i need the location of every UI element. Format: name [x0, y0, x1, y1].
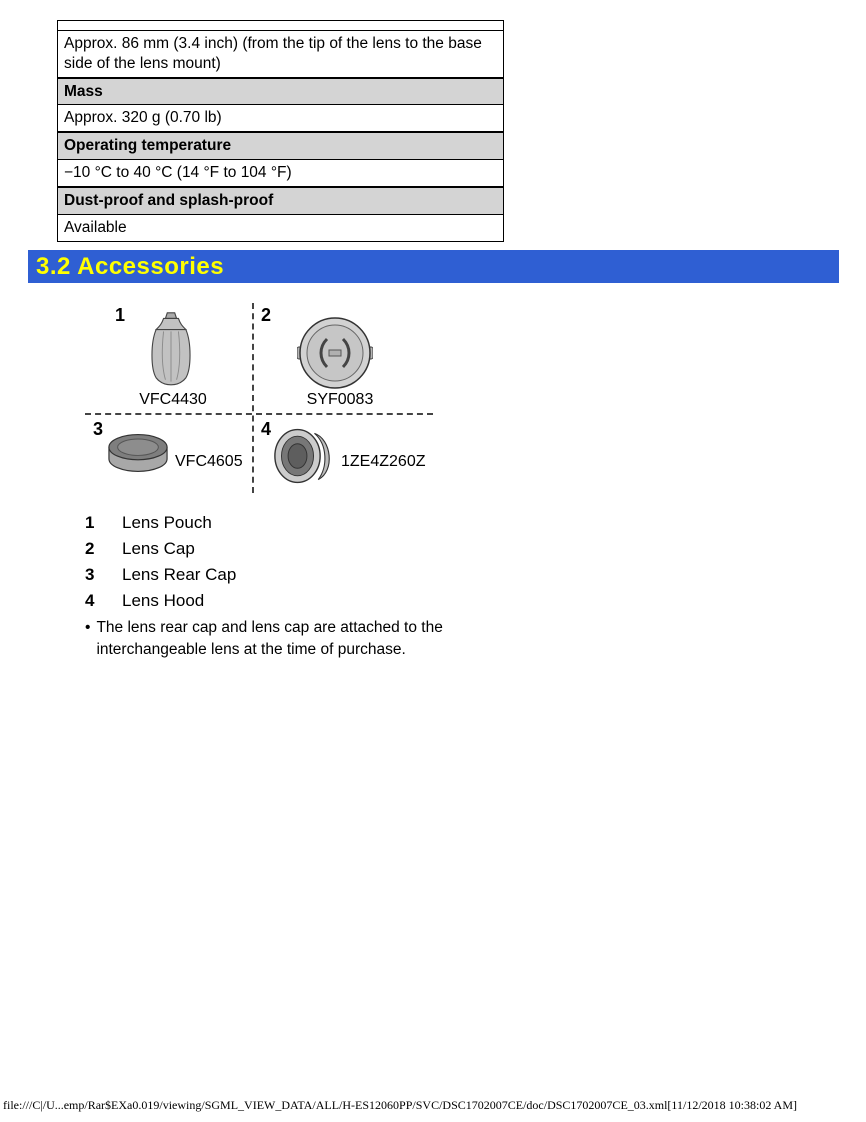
spec-header-cell: Mass: [58, 78, 504, 105]
file-path-footer: file:///C|/U...emp/Rar$EXa0.019/viewing/SGML_VIEW_DATA/ALL/H-ES12060PP/SVC/DSC1702007CE/doc/DSC1702007CE_03.xml[11/12/2018 10:38:02 AM]: [3, 1098, 797, 1112]
figure-item-number: 3: [93, 419, 104, 439]
spec-table: [57, 20, 504, 242]
clipped-table-row: [58, 21, 504, 31]
list-item-number: 2: [85, 539, 95, 558]
list-item: [85, 588, 236, 614]
list-item-name: Lens Pouch: [122, 513, 212, 532]
dashed-vertical-divider: [252, 303, 254, 493]
spec-value-cell: Available: [58, 214, 504, 241]
bullet: •: [85, 619, 91, 636]
spec-header-row-dustproof: [58, 187, 504, 214]
accessories-list: [85, 510, 236, 614]
spec-header-row-operating-temperature: [58, 132, 504, 159]
part-number-label: 1ZE4Z260Z: [341, 453, 426, 470]
spec-value-cell: Approx. 320 g (0.70 lb): [58, 105, 504, 132]
lens-hood-icon: [273, 425, 339, 492]
spec-value-cell: Approx. 86 mm (3.4 inch) (from the tip of the lens to the base side of the lens mount): [58, 31, 504, 78]
list-item-number: 3: [85, 565, 95, 584]
spec-value-cell: −10 °C to 40 °C (14 °F to 104 °F): [58, 160, 504, 187]
spec-header-row-mass: [58, 78, 504, 105]
part-number-label: VFC4430: [139, 391, 207, 408]
figure-item-number: 4: [261, 419, 272, 439]
figure-item-number: 1: [115, 305, 126, 325]
list-item-number: 4: [85, 591, 95, 610]
spec-value-row: [58, 160, 504, 187]
spec-header-cell: Dust-proof and splash-proof: [58, 187, 504, 214]
accessories-figure: [85, 303, 435, 495]
figure-item-number: 2: [261, 305, 272, 325]
list-item-number: 1: [85, 513, 95, 532]
lens-rear-cap-icon: [107, 431, 169, 480]
part-number-label: VFC4605: [175, 453, 243, 470]
spec-header-cell: Operating temperature: [58, 132, 504, 159]
dashed-horizontal-divider: [85, 413, 433, 415]
section-heading-bar: [28, 250, 839, 283]
list-item-name: Lens Hood: [122, 591, 205, 610]
lens-cap-icon: [297, 315, 373, 396]
clipped-table-cell: [58, 21, 504, 31]
list-item: [85, 536, 236, 562]
spec-value-row: [58, 31, 504, 78]
part-number-label: SYF0083: [306, 391, 374, 408]
section-title: 3.2 Accessories: [36, 252, 225, 280]
spec-value-row: [58, 105, 504, 132]
list-item: [85, 562, 236, 588]
note-text: The lens rear cap and lens cap are attached to the interchangeable lens at the time of purchase.: [96, 619, 443, 658]
list-item: [85, 510, 236, 536]
list-item-name: Lens Rear Cap: [122, 565, 237, 584]
list-item-name: Lens Cap: [122, 539, 195, 558]
spec-value-row: [58, 214, 504, 241]
lens-pouch-icon: [143, 311, 199, 394]
purchase-note: [85, 617, 485, 660]
